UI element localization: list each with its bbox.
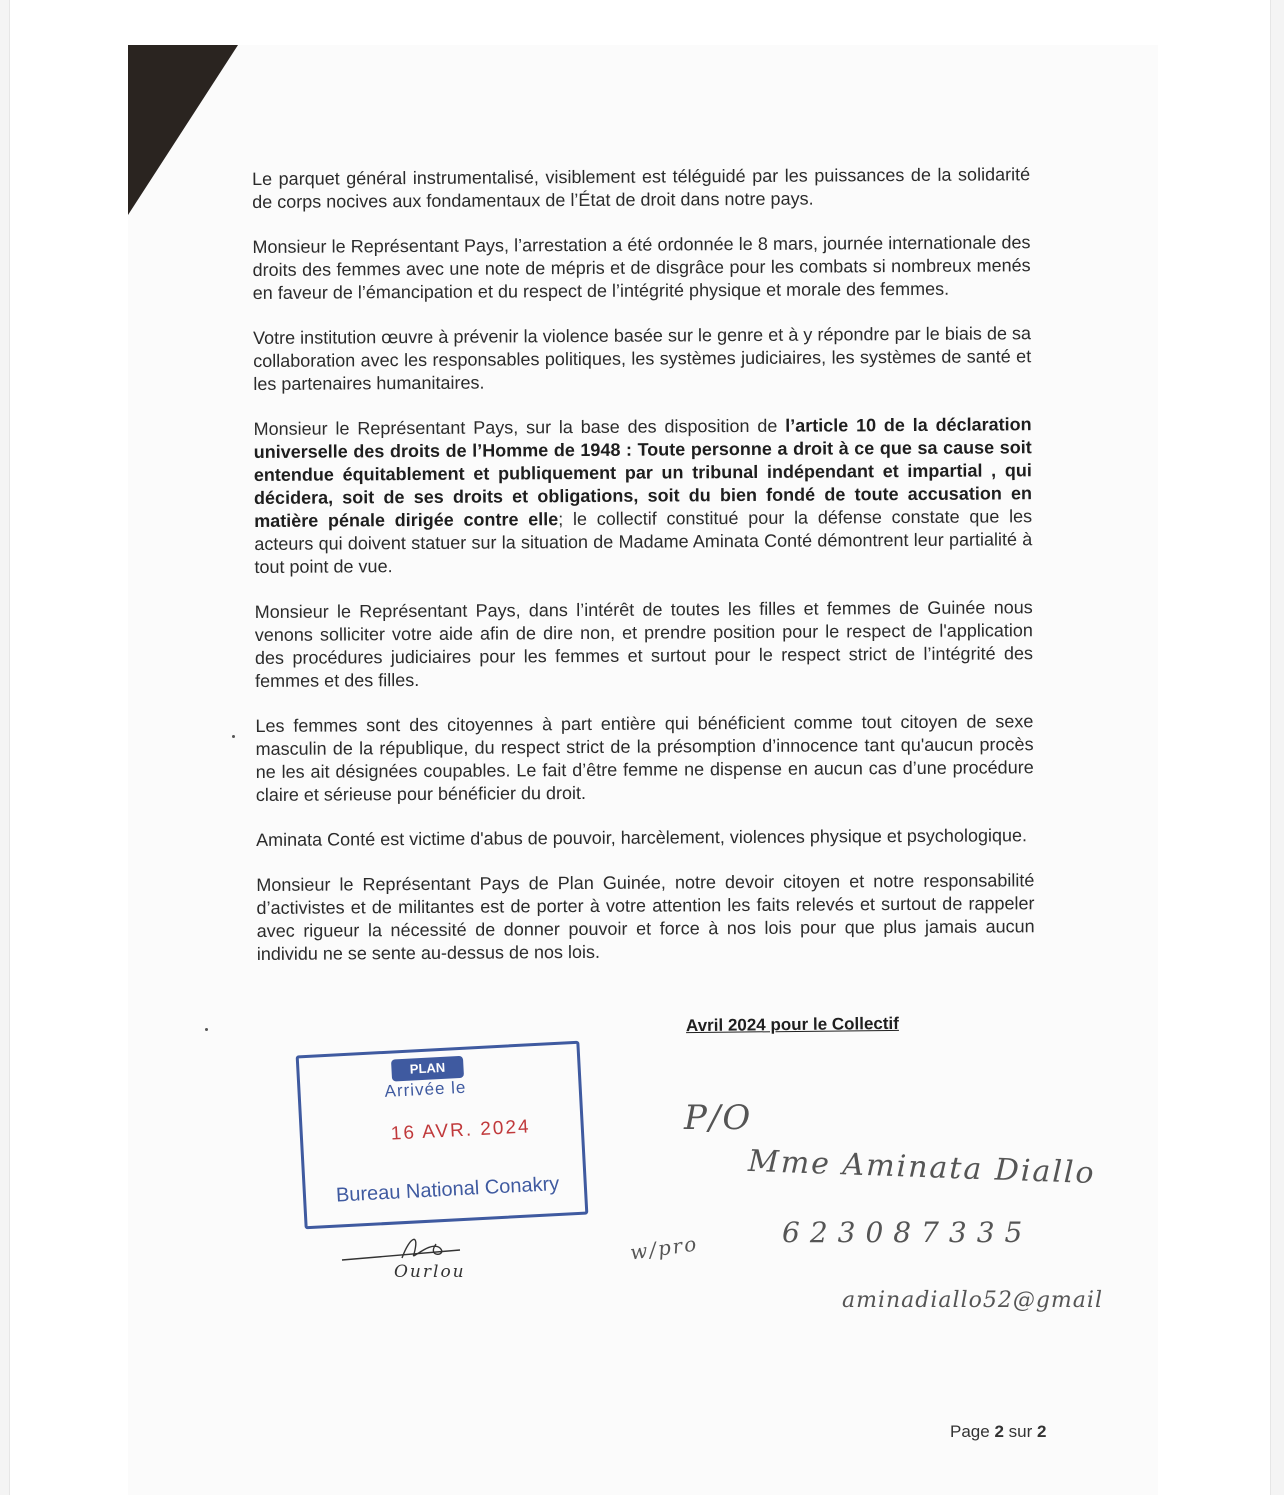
page-word: Page xyxy=(950,1422,990,1441)
stamp-date: 16 AVR. 2024 xyxy=(390,1116,532,1145)
page-current: 2 xyxy=(994,1422,1004,1441)
paragraph-2: Monsieur le Représentant Pays, l’arrestation a été ordonnée le 8 mars, journée internationale des droits des femmes avec une note de mépris et de disgrâce pour les combats si nombreux menés en faveur de l’émancipation et du respect de l’intégrité physique et morale des femmes. xyxy=(252,232,1031,303)
paragraph-4-lead: Monsieur le Représentant Pays, sur la base des disposition de xyxy=(253,415,786,439)
page-number xyxy=(950,1422,1046,1442)
paragraph-7: Aminata Conté est victime d'abus de pouvoir, harcèlement, violences physique et psychologique. xyxy=(256,825,1028,850)
stamp-arrive-label: Arrivée le xyxy=(384,1077,467,1101)
paragraph-8: Monsieur le Représentant Pays de Plan Guinée, notre devoir citoyen et notre responsabilité d’activistes et de militantes est de porter à votre attention les faits relevés et surtout de rappeler avec rigueur la nécessité de donner pouvoir et force à nos lois pour que plus jamais aucun individu ne se sente au-dessus de nos lois. xyxy=(256,870,1035,964)
paragraph-3: Votre institution œuvre à prévenir la violence basée sur le genre et à y répondre par le biais de sa collaboration avec les responsables politiques, les systèmes judiciaires, les systèmes de santé et les partenaires humanitaires. xyxy=(252,323,1032,394)
handwritten-phone: 623087335 xyxy=(782,1216,1033,1249)
paragraph-1: Le parquet général instrumentalisé, visiblement est téléguidé par les puissances de la solidarité de corps nocives aux fondamentaux de l’État de droit dans notre pays. xyxy=(252,164,1031,212)
reception-stamp xyxy=(296,1041,589,1230)
signoff-line: Avril 2024 pour le Collectif xyxy=(685,1013,899,1036)
stamp-bureau: Bureau National Conakry xyxy=(335,1172,560,1207)
page-sep: sur xyxy=(1008,1422,1033,1441)
stamp-initials: Ourlou xyxy=(394,1262,466,1282)
handwritten-email: aminadiallo52@gmail xyxy=(842,1288,1103,1313)
letter-body xyxy=(252,163,1035,988)
handwritten-po: P/O xyxy=(684,1098,753,1138)
paper-speck xyxy=(232,735,235,738)
paragraph-4-tail: ; le collectif constitué pour la défense constate que les acteurs qui doivent statuer sur la situation de Madame Aminata Conté démontrent leur partialité à tout point de vue. xyxy=(254,506,1033,577)
paragraph-6: Les femmes sont des citoyennes à part entière qui bénéficient comme tout citoyen de sexe masculin de la république, du respect strict de la présomption d’innocence tant qu'aucun procès ne les ait désignées coupables. Le fait d’être femme ne dispense en aucun cas d’une procédure claire et sérieuse pour bénéficier du droit. xyxy=(255,711,1034,805)
plan-logo: PLAN xyxy=(391,1056,464,1082)
paragraph-4-article-quote: l’article 10 de la déclaration universelle des droits de l’Homme de 1948 : Toute personne a droit à ce que sa cause soit entendue équitablement et publiquement par un tribunal indépendant et impartial , qui décidera, soit de ses droits et obligations, soit du bien fondé de toute accusation en matière pénale dirigée contre elle xyxy=(253,414,1033,531)
paper-speck xyxy=(205,1028,208,1031)
handwritten-name: Mme Aminata Diallo xyxy=(747,1143,1097,1192)
paragraph-4 xyxy=(254,413,1033,579)
handwritten-scribble: w/pro xyxy=(628,1231,700,1265)
page-total: 2 xyxy=(1037,1422,1047,1441)
paragraph-5: Monsieur le Représentant Pays, dans l’intérêt de toutes les filles et femmes de Guinée nous venons solliciter votre aide afin de dire non, et prendre position pour le respect de l'application des procédures judiciaires pour les femmes et surtout pour le respect strict de l’intégrité des femmes et des filles. xyxy=(254,597,1034,691)
